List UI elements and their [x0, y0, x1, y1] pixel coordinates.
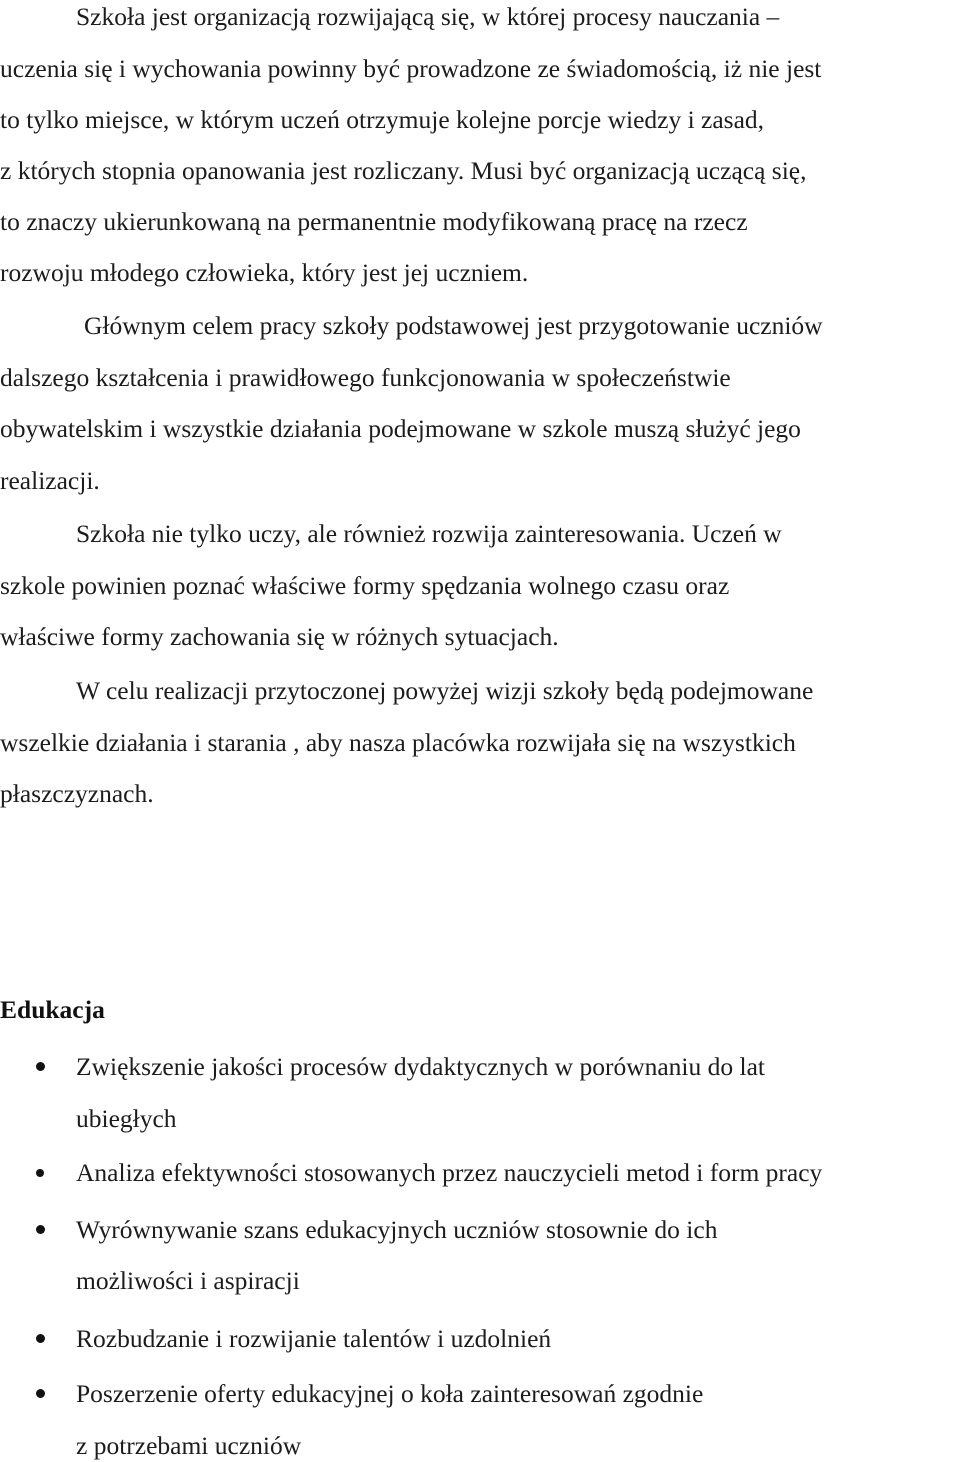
paragraph-line: dalszego kształcenia i prawidłowego funkcjonowania w społeczeństwie — [0, 363, 731, 392]
paragraph-line: rozwoju młodego człowieka, który jest jej uczniem. — [0, 258, 529, 287]
paragraph-line: właściwe formy zachowania się w różnych sytuacjach. — [0, 622, 559, 651]
paragraph-line: Głównym celem pracy szkoły podstawowej jest przygotowanie uczniów — [84, 311, 823, 340]
paragraph-line: wszelkie działania i starania , aby nasza placówka rozwijała się na wszystkich — [0, 728, 796, 757]
list-item-line: Zwiększenie jakości procesów dydaktycznych w porównaniu do lat — [76, 1052, 765, 1081]
bullet-icon — [36, 1169, 44, 1177]
paragraph-line: obywatelskim i wszystkie działania podejmowane w szkole muszą służyć jego — [0, 414, 801, 443]
paragraph-line: realizacji. — [0, 466, 100, 495]
list-item-line: Wyrównywanie szans edukacyjnych uczniów stosownie do ich — [76, 1215, 718, 1244]
list-item-line: z potrzebami uczniów — [76, 1431, 302, 1460]
list-item-line: Analiza efektywności stosowanych przez nauczycieli metod i form pracy — [76, 1158, 823, 1187]
list-item-line: Poszerzenie oferty edukacyjnej o koła zainteresowań zgodnie — [76, 1379, 704, 1408]
list-item-line: Rozbudzanie i rozwijanie talentów i uzdolnień — [76, 1324, 552, 1353]
paragraph-line: płaszczyznach. — [0, 779, 154, 808]
section-heading: Edukacja — [0, 995, 105, 1024]
list-item-line: ubiegłych — [76, 1104, 177, 1133]
bullet-icon — [36, 1062, 45, 1071]
paragraph-line: W celu realizacji przytoczonej powyżej wizji szkoły będą podejmowane — [76, 676, 814, 705]
bullet-icon — [36, 1225, 45, 1234]
paragraph-line: Szkoła nie tylko uczy, ale również rozwija zainteresowania. Uczeń w — [76, 519, 782, 548]
bullet-icon — [36, 1334, 45, 1343]
bullet-icon — [36, 1389, 45, 1398]
paragraph-line: Szkoła jest organizacją rozwijającą się, w której procesy nauczania – — [76, 2, 780, 31]
paragraph-line: szkole powinien poznać właściwe formy spędzania wolnego czasu oraz — [0, 571, 730, 600]
paragraph-line: to znaczy ukierunkowaną na permanentnie modyfikowaną pracę na rzecz — [0, 207, 748, 236]
paragraph-line: z których stopnia opanowania jest rozliczany. Musi być organizacją uczącą się, — [0, 156, 807, 185]
paragraph-line: uczenia się i wychowania powinny być prowadzone ze świadomością, iż nie jest — [0, 54, 822, 83]
list-item-line: możliwości i aspiracji — [76, 1266, 300, 1295]
paragraph-line: to tylko miejsce, w którym uczeń otrzymuje kolejne porcje wiedzy i zasad, — [0, 105, 765, 134]
